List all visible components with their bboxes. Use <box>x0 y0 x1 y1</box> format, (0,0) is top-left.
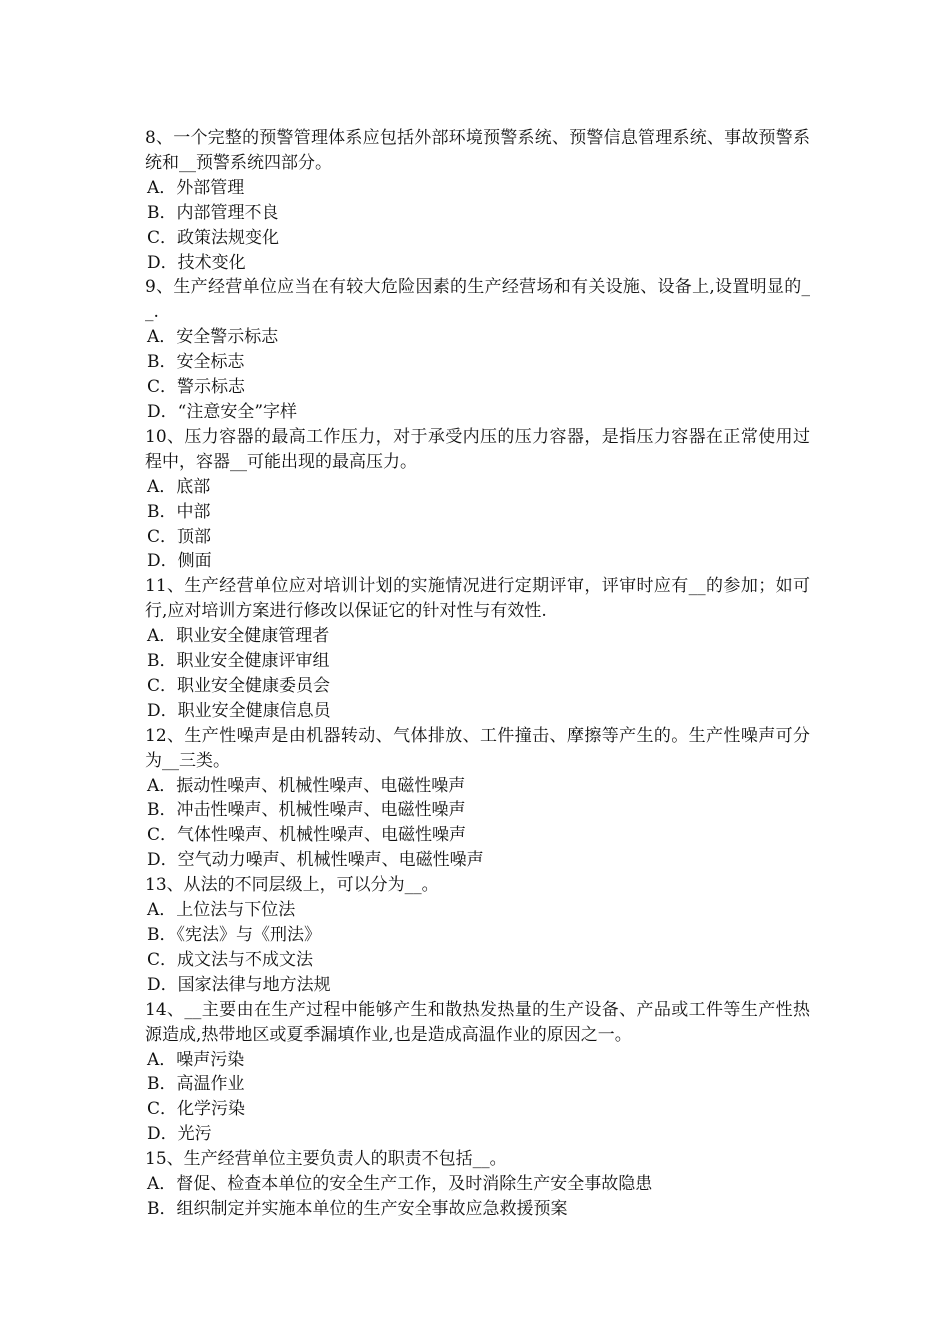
question-text: 12、生产性噪声是由机器转动、气体排放、工件撞击、摩擦等产生的。生产性噪声可分为__三类。 <box>145 725 810 771</box>
question-block <box>145 574 810 723</box>
option-d: D．国家法律与地方法规 <box>147 974 331 995</box>
question-block <box>145 873 810 998</box>
option-a: A．振动性噪声、机械性噪声、电磁性噪声 <box>147 775 466 796</box>
option-b: B．安全标志 <box>147 352 245 373</box>
option-a: A．督促、检查本单位的安全生产工作，及时消除生产安全事故隐患 <box>147 1174 653 1195</box>
option-c: C．气体性噪声、机械性噪声、电磁性噪声 <box>147 825 467 846</box>
option-d: D．空气动力噪声、机械性噪声、电磁性噪声 <box>147 850 484 871</box>
option-c: C．成文法与不成文法 <box>147 949 314 970</box>
question-text: 11、生产经营单位应对培训计划的实施情况进行定期评审，评审时应有__的参加；如可行,应对培训方案进行修改以保证它的针对性与有效性. <box>145 576 810 622</box>
option-d: D．技术变化 <box>147 252 246 273</box>
question-text: 10、压力容器的最高工作压力，对于承受内压的压力容器，是指压力容器在正常使用过程中，容器__可能出现的最高压力。 <box>145 426 810 472</box>
option-b: B．高温作业 <box>147 1074 245 1095</box>
option-c: C．化学污染 <box>147 1099 246 1120</box>
option-a: A．外部管理 <box>147 177 245 198</box>
option-c: C．政策法规变化 <box>147 227 280 248</box>
question-block <box>145 425 810 574</box>
option-d: D．职业安全健康信息员 <box>147 700 331 721</box>
option-c: C．职业安全健康委员会 <box>147 675 331 696</box>
option-a: A．底部 <box>147 476 211 497</box>
option-b: B．中部 <box>147 501 211 522</box>
question-text: 15、生产经营单位主要负责人的职责不包括__。 <box>145 1149 507 1170</box>
option-b: B．职业安全健康评审组 <box>147 651 330 672</box>
option-a: A．上位法与下位法 <box>147 900 296 921</box>
question-block <box>145 998 810 1147</box>
question-text: 8、一个完整的预警管理体系应包括外部环境预警系统、预警信息管理系统、事故预警系统和__预警系统四部分。 <box>145 128 810 173</box>
question-text: 13、从法的不同层级上，可以分为__。 <box>145 875 439 896</box>
question-text: 9、生产经营单位应当在有较大危险因素的生产经营场和有关设施、设备上,设置明显的__. <box>145 277 810 323</box>
option-b: B．冲击性噪声、机械性噪声、电磁性噪声 <box>147 800 466 821</box>
option-a: A．职业安全健康管理者 <box>147 626 330 647</box>
option-a: A．安全警示标志 <box>147 327 279 348</box>
option-b: B．《宪法》与《刑法》 <box>147 925 321 945</box>
question-text: 14、__主要由在生产过程中能够产生和散热发热量的生产设备、产品或工件等生产性热源造成,热带地区或夏季漏填作业,也是造成高温作业的原因之一。 <box>145 999 810 1045</box>
option-d: D．侧面 <box>147 551 212 572</box>
document-body <box>145 126 810 1222</box>
question-block <box>145 1147 810 1222</box>
option-a: A．噪声污染 <box>147 1049 245 1070</box>
option-c: C．顶部 <box>147 526 212 547</box>
option-d: D．“注意安全”字样 <box>147 401 298 422</box>
option-b: B．内部管理不良 <box>147 202 279 223</box>
option-b: B．组织制定并实施本单位的生产安全事故应急救援预案 <box>147 1198 568 1219</box>
option-c: C．警示标志 <box>147 377 246 398</box>
question-block <box>145 126 810 275</box>
question-block <box>145 724 810 873</box>
option-d: D．光污 <box>147 1124 212 1145</box>
question-block <box>145 275 810 424</box>
